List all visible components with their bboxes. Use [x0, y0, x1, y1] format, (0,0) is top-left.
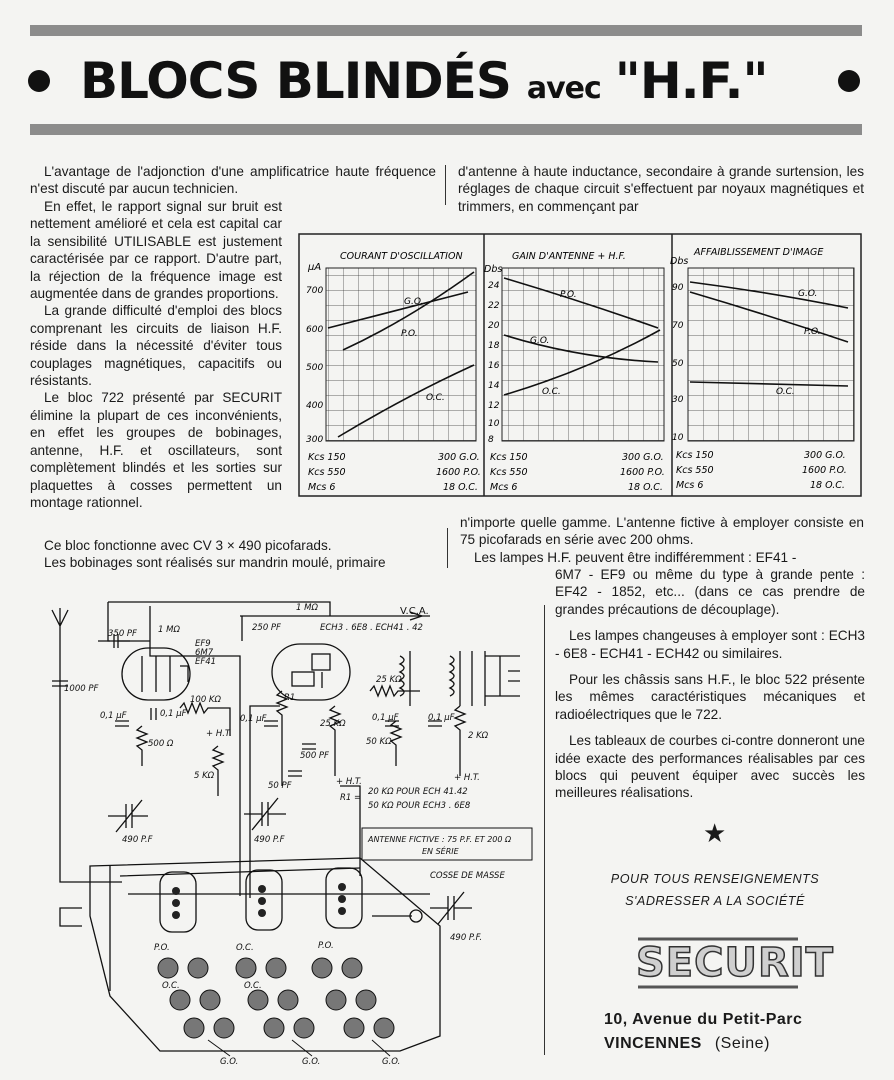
chart-antenna-gain: [484, 251, 665, 493]
column2-top: [458, 163, 864, 215]
label-c500: 500 PF: [300, 751, 329, 761]
bottom-rule: [30, 124, 862, 135]
label-po1: P.O.: [154, 943, 170, 953]
trimmer: [374, 1018, 394, 1038]
trimmer: [264, 1018, 284, 1038]
circuit-schematic: [30, 596, 535, 1068]
label-r500: 500 Ω: [148, 739, 174, 749]
trimmer: [170, 990, 190, 1010]
label-r1-opt2: 50 KΩ POUR ECH3 . 6E8: [368, 801, 471, 811]
chart3-range: 1600 P.O.: [802, 465, 847, 476]
chart1-tick: 400: [306, 401, 324, 411]
resistor-25k-a: [330, 706, 340, 776]
chart3-tick: 30: [672, 395, 684, 405]
contact-line-1: POUR TOUS RENSEIGNEMENTS: [610, 872, 820, 886]
chart2-tick: 12: [488, 401, 500, 411]
column1-intro: [30, 163, 436, 198]
logo-text: SECURIT: [636, 940, 834, 986]
chart2-tick: 24: [488, 281, 500, 291]
trimmer: [266, 958, 286, 978]
securit-logo: [636, 935, 834, 991]
column2-changeuses: Les lampes changeuses à employer sont : ECH3 - 6E8 - ECH41 - ECH42 ou similaires.: [555, 628, 865, 661]
column-divider-top: [445, 165, 446, 205]
chart2-tick: 18: [488, 341, 500, 351]
trimmer: [200, 990, 220, 1010]
chart2-range: 300 G.O.: [622, 452, 664, 463]
trimmer: [356, 990, 376, 1010]
chart3-label-go: G.O.: [798, 289, 818, 299]
paragraph-5: Ce bloc fonctionne avec CV 3 × 490 picofarads.: [44, 538, 332, 553]
chart3-tick: 50: [672, 359, 684, 369]
chart2-tick: 10: [488, 419, 500, 429]
column-divider-bottom: [544, 605, 545, 1055]
trimmer: [184, 1018, 204, 1038]
paragraph-6: Les bobinages sont réalisés sur mandrin moulé, primaire: [44, 555, 386, 571]
column2-chassis: Pour les châssis sans H.F., le bloc 522 présente les mêmes caractéristiques mécaniques et radioélectriques que le 722.: [555, 672, 865, 722]
label-tube1b: 6M7: [195, 648, 214, 658]
label-r1m-b: 1 MΩ: [296, 603, 318, 613]
label-c250: 250 PF: [252, 623, 281, 633]
chart1-tick: 500: [306, 363, 324, 373]
antenna-symbol: [52, 608, 68, 646]
chart3-range: Mcs 6: [676, 480, 704, 491]
label-c350: 350 PF: [108, 629, 137, 639]
chart3-tick: 70: [672, 321, 684, 331]
resistor-2k: [455, 706, 465, 776]
chart3-label-po: P.O.: [804, 327, 821, 337]
title-avec: avec: [526, 71, 601, 106]
top-rule: [30, 25, 862, 36]
label-po2: P.O.: [318, 941, 334, 951]
label-oc1: O.C.: [236, 943, 254, 953]
address-city: VINCENNES: [604, 1035, 702, 1052]
chart1-label-oc: O.C.: [426, 393, 445, 403]
label-c490a: 490 P.F: [122, 835, 153, 845]
label-go3: G.O.: [382, 1057, 401, 1067]
column2-continuation: [460, 514, 864, 566]
label-go1: G.O.: [220, 1057, 239, 1067]
label-tube1: EF9: [195, 639, 211, 649]
chart2-label-oc: O.C.: [542, 387, 561, 397]
page-title: [80, 52, 840, 110]
chart3-title: AFFAIBLISSEMENT D'IMAGE: [694, 247, 824, 258]
label-r1-opt1: 20 KΩ POUR ECH 41.42: [368, 787, 468, 797]
chart1-title: COURANT D'OSCILLATION: [340, 251, 463, 262]
column2-cont-text: n'importe quelle gamme. L'antenne fictive à employer consiste en 75 picofarads en série avec 200 ohms.: [460, 515, 864, 548]
chart2-range: 1600 P.O.: [620, 467, 665, 478]
column2-lamps-rest: 6M7 - EF9 ou même du type à grande pente : EF42 - 1852, etc... (dans ce cas prendre de grandes précautions de découplage).: [555, 567, 865, 617]
chart2-range: 18 O.C.: [628, 482, 663, 493]
label-oc3: O.C.: [244, 981, 262, 991]
chart2-tick: 22: [488, 301, 500, 311]
column2-tableaux: Les tableaux de courbes ci-contre donneront une idée exacte des performances réalisables par ces blocs qui peuvent équiper avec succès les meilleures réalisations.: [555, 733, 865, 801]
label-c01e: 0,1 μF: [428, 713, 455, 723]
label-r5k: 5 KΩ: [194, 771, 215, 781]
trimmer: [342, 958, 362, 978]
capacitor-01b: [151, 708, 156, 720]
label-vca: V.C.A.: [400, 606, 429, 617]
label-c01c: 0,1 μF: [240, 714, 267, 724]
chart1-range: Kcs 150: [308, 452, 346, 463]
paragraph-2: En effet, le rapport signal sur bruit est nettement amélioré et cela est capital car la sensibilité UTILISABLE est justement caractérisée par ce rapport. D'autre part, la réjection de la fréquence image est augmentée dans de grandes proportions.: [30, 199, 282, 302]
label-c50: 50 PF: [268, 781, 292, 791]
chart2-tick: 14: [488, 381, 500, 391]
chart1-unit: μA: [308, 262, 322, 273]
trimmer: [236, 958, 256, 978]
chart3-range: Kcs 150: [676, 450, 714, 461]
label-c01b: 0,1 μF: [160, 709, 187, 719]
chart2-label-go: G.O.: [530, 336, 550, 346]
label-r50k: 50 KΩ: [366, 737, 392, 747]
address-line-1: 10, Avenue du Petit-Parc: [604, 1011, 803, 1028]
trimmer: [326, 990, 346, 1010]
chart2-tick: 20: [488, 321, 500, 331]
trimmer: [248, 990, 268, 1010]
paragraph-4: Le bloc 722 présenté par SECURIT élimine la plupart de ces inconvénients, en effet les groupes de bobinages, antenne, H.F. et oscillateurs, sont complètement blindés et les sorties sur plaquettes à cosses permettent un montage rationnel.: [30, 390, 282, 510]
resistor-5k: [213, 746, 223, 796]
title-main: BLOCS BLINDÉS: [80, 52, 511, 110]
trimmer: [158, 958, 178, 978]
label-r25k-b: 25 KΩ: [376, 675, 402, 685]
label-r25k-a: 25 KΩ: [320, 719, 346, 729]
title-hf: "H.F.": [614, 52, 768, 110]
chart1-range: Kcs 550: [308, 467, 346, 478]
column-divider-mid: [447, 528, 448, 568]
label-go2: G.O.: [302, 1057, 321, 1067]
trimmer: [344, 1018, 364, 1038]
chart2-label-po: P.O.: [560, 290, 577, 300]
label-ht2: + H.T.: [336, 777, 362, 787]
label-r100k: 100 KΩ: [190, 695, 221, 705]
capacitor-50: [288, 771, 302, 776]
bullet-right: [838, 70, 860, 92]
label-cosse: COSSE DE MASSE: [430, 871, 505, 881]
capacitor-01a: [115, 721, 129, 726]
chart3-tick: 10: [672, 433, 684, 443]
chart1-label-po: P.O.: [401, 329, 418, 339]
chart3-range: 300 G.O.: [804, 450, 846, 461]
performance-charts: [298, 230, 862, 500]
label-ht1: + H.T.: [206, 729, 232, 739]
column1-bottom: [30, 537, 442, 572]
column2-top-text: d'antenne à haute inductance, secondaire à grande surtension, les réglages de chaque circuit s'effectuent par noyaux magnétiques et trimmers, en commençant par: [458, 164, 864, 214]
column1-body: [30, 198, 282, 511]
chart2-range: Kcs 550: [490, 467, 528, 478]
chart2-tick: 8: [488, 435, 494, 445]
label-c1000: 1000 PF: [64, 684, 99, 694]
label-tube1c: EF41: [195, 657, 217, 667]
trimmer: [294, 1018, 314, 1038]
chart-oscillation-current: [306, 251, 481, 493]
chart1-range: 300 G.O.: [438, 452, 480, 463]
paragraph-1: L'avantage de l'adjonction d'une amplificatrice haute fréquence n'est discuté par aucun technicien.: [30, 164, 436, 197]
label-c490c: 490 P.F.: [450, 933, 483, 943]
label-oc2: O.C.: [162, 981, 180, 991]
label-r1-eq: R1 =: [340, 793, 362, 803]
label-c01d: 0,1 μF: [372, 713, 399, 723]
label-r2k: 2 KΩ: [468, 731, 489, 741]
chart2-range: Mcs 6: [490, 482, 518, 493]
capacitor-500: [302, 744, 316, 749]
chart2-title: GAIN D'ANTENNE + H.F.: [512, 251, 626, 262]
chart1-tick: 300: [306, 435, 324, 445]
chart3-tick: 90: [672, 283, 684, 293]
chart3-label-oc: O.C.: [776, 387, 795, 397]
chart1-tick: 600: [306, 325, 324, 335]
label-c490b: 490 P.F: [254, 835, 285, 845]
chart2-range: Kcs 150: [490, 452, 528, 463]
chart3-unit: Dbs: [670, 256, 689, 267]
chart1-tick: 700: [306, 286, 324, 296]
label-r1: R1: [284, 693, 296, 703]
trimmer: [312, 958, 332, 978]
variable-capacitor-c: [430, 892, 472, 924]
label-antenne-fictive: ANTENNE FICTIVE : 75 P.F. ET 200 Ω: [368, 835, 512, 844]
label-ht3: + H.T.: [454, 773, 480, 783]
label-r1m-a: 1 MΩ: [158, 625, 180, 635]
bullet-left: [28, 70, 50, 92]
chart2-unit: Dbs: [484, 264, 503, 275]
chart1-range: Mcs 6: [308, 482, 336, 493]
trimmer: [278, 990, 298, 1010]
address-region: (Seine): [714, 1035, 770, 1052]
contact-line-2: S'ADRESSER A LA SOCIÉTÉ: [625, 894, 805, 908]
label-c01a: 0,1 μF: [100, 711, 127, 721]
variable-capacitor-a: [108, 800, 148, 832]
resistor-50k: [391, 721, 401, 766]
trimmer: [214, 1018, 234, 1038]
label-tube2: ECH3 . 6E8 . ECH41 . 42: [320, 623, 423, 633]
chart3-range: 18 O.C.: [810, 480, 845, 491]
chart3-range: Kcs 550: [676, 465, 714, 476]
resistor-r1: [277, 691, 287, 786]
column2-lamps-intro: Les lampes H.F. peuvent être indifféremment : EF41 -: [474, 549, 797, 565]
column2-lower: [555, 566, 865, 802]
address-line-2: [604, 1035, 770, 1053]
chart2-tick: 16: [488, 361, 500, 371]
trimmer: [188, 958, 208, 978]
chart1-range: 1600 P.O.: [436, 467, 481, 478]
label-en-serie: EN SÉRIE: [422, 847, 459, 856]
star-icon: ★: [703, 818, 727, 848]
paragraph-3: La grande difficulté d'emploi des blocs comprenant les circuits de liaison H.F. réside dans la nécessité d'éviter tous couplages magnétiques, capacitifs ou résistants.: [30, 303, 282, 389]
resistor-500: [137, 726, 147, 766]
chart1-range: 18 O.C.: [443, 482, 478, 493]
resistor-25k-b: [370, 686, 420, 696]
chart1-label-go: G.O.: [404, 297, 424, 307]
chart-image-rejection: [670, 247, 854, 491]
